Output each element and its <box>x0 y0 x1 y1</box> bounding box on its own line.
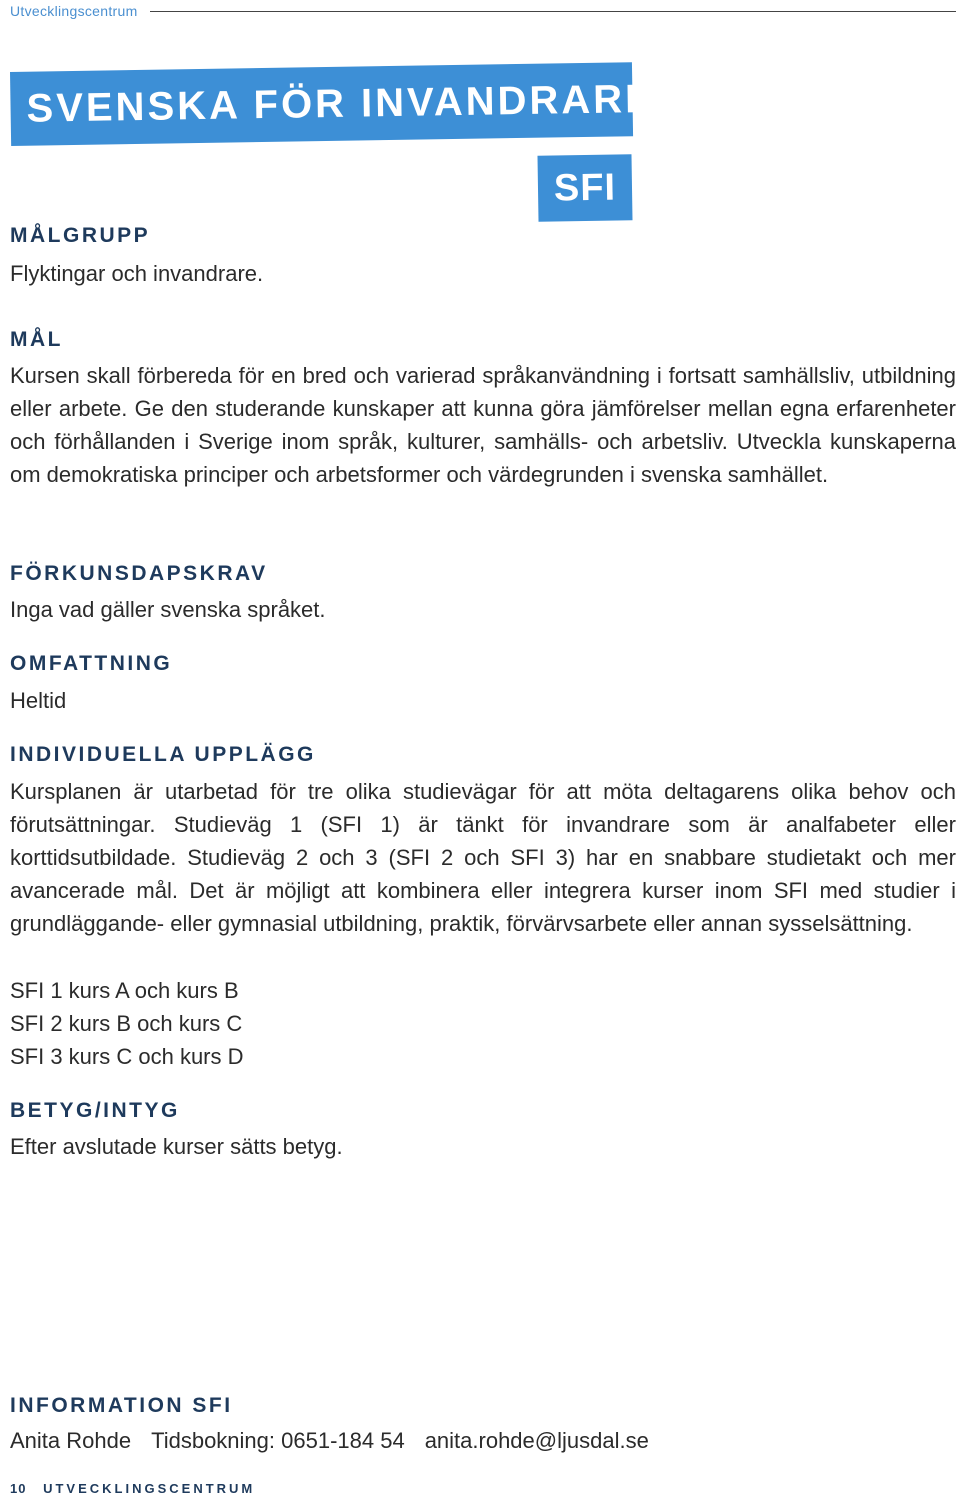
course-line: SFI 3 kurs C och kurs D <box>10 1044 244 1069</box>
heading-malgrupp: MÅLGRUPP <box>10 224 151 247</box>
text-individuella: Kursplanen är utarbetad för tre olika studievägar för att möta deltagarens olika behov och förutsättningar. Studieväg 1 (SFI 1) är tänkt för invandrare som är analfabeter eller korttidsutbildade. Studieväg 2 och 3 (SFI 2 och SFI 3) har en snabbare studietakt och mer avancerade mål. Det är möjligt att kombinera eller integrera kurser inom SFI med studier i grundläggande- eller gymnasial utbildning, praktik, förvärvsarbete eller annan sysselsättning. <box>10 779 956 936</box>
heading-mal: MÅL <box>10 328 63 351</box>
header-rule <box>150 11 956 12</box>
heading-information: INFORMATION SFI <box>10 1394 233 1417</box>
text-forkunskapskrav: Inga vad gäller svenska språket. <box>10 597 326 622</box>
page-title: SVENSKA FÖR INVANDRARE <box>26 76 656 131</box>
page-number: 10 <box>10 1481 27 1496</box>
heading-omfattning: OMFATTNING <box>10 652 173 675</box>
course-line: SFI 1 kurs A och kurs B <box>10 978 239 1003</box>
text-mal: Kursen skall förbereda för en bred och varierad språkanvändning i fortsatt samhällsliv, utbildning eller arbete. Ge den studerande kunskaper att kunna göra jämförelser mellan egna erfarenheter och förhållanden i Sverige inom språk, kulturer, samhälls- och arbetsliv. Utveckla kunskaperna om demokratiska principer och arbetsformer och värdegrunden i svenska samhället. <box>10 363 956 487</box>
sfi-badge-label: SFI <box>553 166 617 209</box>
contact-name: Anita Rohde <box>10 1428 132 1453</box>
contact-row <box>10 1424 649 1457</box>
running-head-label: Utvecklingscentrum <box>10 3 138 19</box>
text-omfattning: Heltid <box>10 688 67 713</box>
course-line: SFI 2 kurs B och kurs C <box>10 1011 243 1036</box>
text-malgrupp: Flyktingar och invandrare. <box>10 261 264 286</box>
footer-label: UTVECKLINGSCENTRUM <box>43 1481 256 1496</box>
contact-booking: Tidsbokning: 0651-184 54 <box>151 1428 405 1453</box>
running-header <box>10 0 956 22</box>
text-betyg: Efter avslutade kurser sätts betyg. <box>10 1134 343 1159</box>
title-banner <box>10 62 656 146</box>
contact-email[interactable]: anita.rohde@ljusdal.se <box>424 1428 649 1453</box>
heading-betyg: BETYG/INTYG <box>10 1099 180 1122</box>
sfi-badge <box>537 154 632 221</box>
heading-forkunskapskrav: FÖRKUNSDAPSKRAV <box>10 562 268 585</box>
heading-individuella: INDIVIDUELLA UPPLÄGG <box>10 743 316 766</box>
page-footer <box>10 1481 255 1496</box>
